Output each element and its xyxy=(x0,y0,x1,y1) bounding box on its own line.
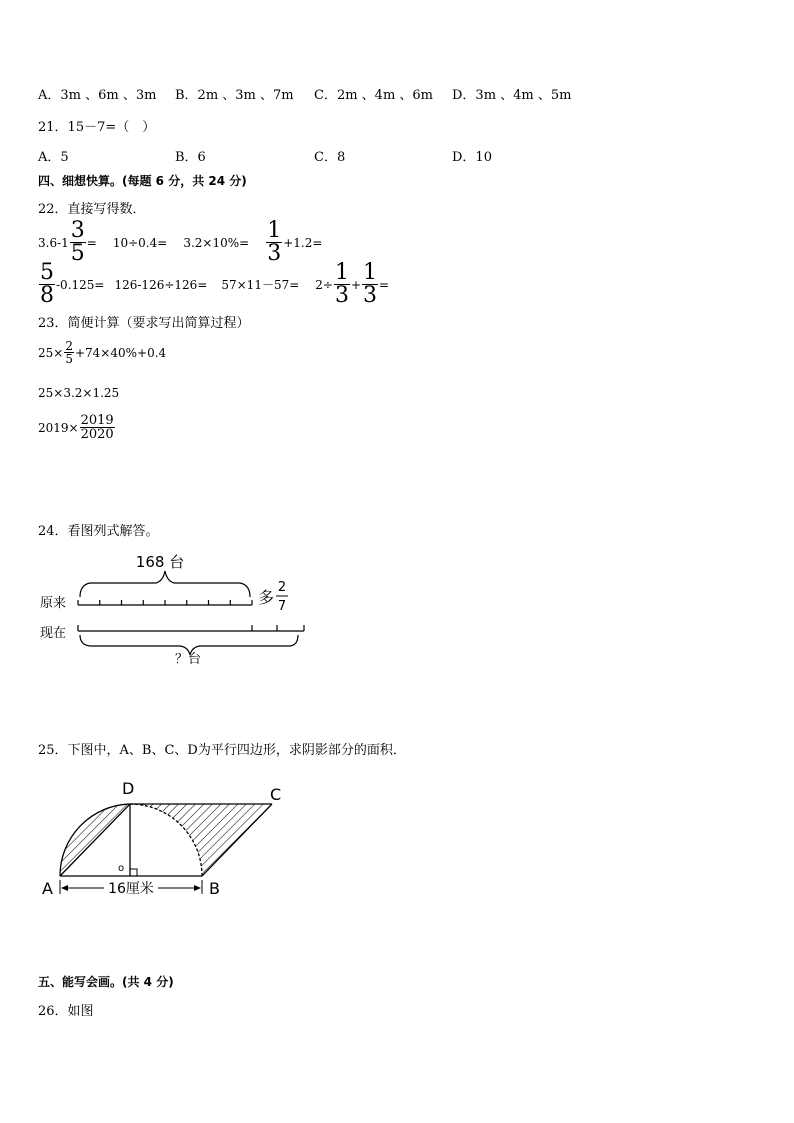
arrow-right-icon xyxy=(194,885,201,891)
label-now: 现在 xyxy=(40,626,67,641)
q20-option-b: B．2m 、3m 、7m xyxy=(175,88,294,103)
q22-r2-e4-fraction-1 xyxy=(334,262,350,307)
section-4-heading: 四、细想快算。(每题 6 分，共 24 分) xyxy=(38,174,247,188)
q22-r1-e4-post: +1.2= xyxy=(283,235,323,250)
q20-option-a: A．3m 、6m 、3m xyxy=(38,88,157,103)
label-top: 168 台 xyxy=(135,553,185,571)
q22-r2-e3: 57×11－57= xyxy=(221,278,300,292)
q22-row2 xyxy=(38,262,389,307)
q22-r1-e1-fraction xyxy=(70,220,86,265)
right-angle-mark xyxy=(130,869,137,876)
q23-stem: 23．简便计算（要求写出简算过程） xyxy=(38,316,250,331)
q25-stem: 25．下图中，A、B、C、D为平行四边形，求阴影部分的面积． xyxy=(38,743,406,758)
section-5-heading: 五、能写会画。(共 4 分) xyxy=(38,975,174,989)
q23-e1-post: +74×40%+0.4 xyxy=(74,345,167,360)
label-original: 原来 xyxy=(40,596,67,611)
numerator: 2 xyxy=(65,339,73,353)
q21-option-a: A．5 xyxy=(38,150,69,165)
now-ticks xyxy=(78,625,304,631)
label-bottom: ？台 xyxy=(174,652,202,667)
top-brace xyxy=(80,571,250,597)
more-denominator: 7 xyxy=(277,599,287,614)
denominator: 8 xyxy=(40,283,54,308)
numerator: 1 xyxy=(267,218,282,243)
q22-r2-e4-fraction-2 xyxy=(362,262,378,307)
q21-option-d: D．10 xyxy=(452,150,492,165)
q22-r1-e1-pre: 3.6-1 xyxy=(38,235,69,250)
length-label: 16厘米 xyxy=(108,881,154,897)
q22-r2-e1-post: -0.125= xyxy=(56,277,105,292)
point-d-label: D xyxy=(122,779,135,798)
numerator: 5 xyxy=(40,260,54,285)
q22-stem: 22．直接写得数． xyxy=(38,202,146,217)
q20-option-d: D．3m 、4m 、5m xyxy=(452,88,572,103)
q24-stem: 24．看图列式解答。 xyxy=(38,524,159,539)
numerator: 3 xyxy=(70,218,85,243)
arrow-left-icon xyxy=(61,885,68,891)
q26-stem: 26．如图 xyxy=(38,1004,94,1019)
numerator: 2019 xyxy=(80,413,114,428)
denominator: 2020 xyxy=(80,427,114,442)
denominator: 3 xyxy=(363,283,378,308)
q22-row1 xyxy=(38,220,322,265)
denominator: 3 xyxy=(334,283,349,308)
q23-e1-fraction xyxy=(64,340,74,365)
q21-stem: 21．15－7=（ ） xyxy=(38,120,156,135)
q25-parallelogram-figure xyxy=(0,770,320,910)
q23-e3-fraction xyxy=(80,414,115,441)
q22-r1-e3: 3.2×10%= xyxy=(183,235,250,250)
denominator: 5 xyxy=(65,352,73,366)
q22-r2-e4-mid: + xyxy=(350,277,362,292)
numerator: 1 xyxy=(363,260,378,285)
q23-e1-pre: 25× xyxy=(38,345,64,360)
q22-r2-e4-pre: 2÷ xyxy=(315,277,333,292)
q23-expr-1 xyxy=(38,340,166,365)
point-b-label: B xyxy=(209,879,220,898)
q21-option-c: C．8 xyxy=(314,150,346,165)
point-c-label: C xyxy=(270,785,282,804)
point-a-label: A xyxy=(42,879,53,898)
q22-r1-e2: 10÷0.4= xyxy=(112,235,168,250)
q23-expr-3 xyxy=(38,414,116,441)
label-more: 多 xyxy=(258,588,275,607)
q22-r1-e4-fraction xyxy=(266,220,282,265)
point-o-label: o xyxy=(117,863,125,874)
denominator: 5 xyxy=(70,241,85,266)
original-ticks xyxy=(78,600,252,605)
q23-expr-2: 25×3.2×1.25 xyxy=(38,386,120,400)
q21-option-b: B．6 xyxy=(175,150,206,165)
q23-e3-pre: 2019× xyxy=(38,420,79,435)
denominator: 3 xyxy=(267,241,282,266)
q22-r2-e1-fraction xyxy=(39,262,55,307)
q24-line-diagram xyxy=(0,545,340,675)
q22-r2-e4-post: = xyxy=(379,277,390,292)
numerator: 1 xyxy=(334,260,349,285)
q20-option-c: C．2m 、4m 、6m xyxy=(314,88,434,103)
q22-r2-e2: 126-126÷126= xyxy=(114,277,208,292)
q22-r1-e1-post: = xyxy=(86,235,97,250)
more-numerator: 2 xyxy=(277,580,287,595)
